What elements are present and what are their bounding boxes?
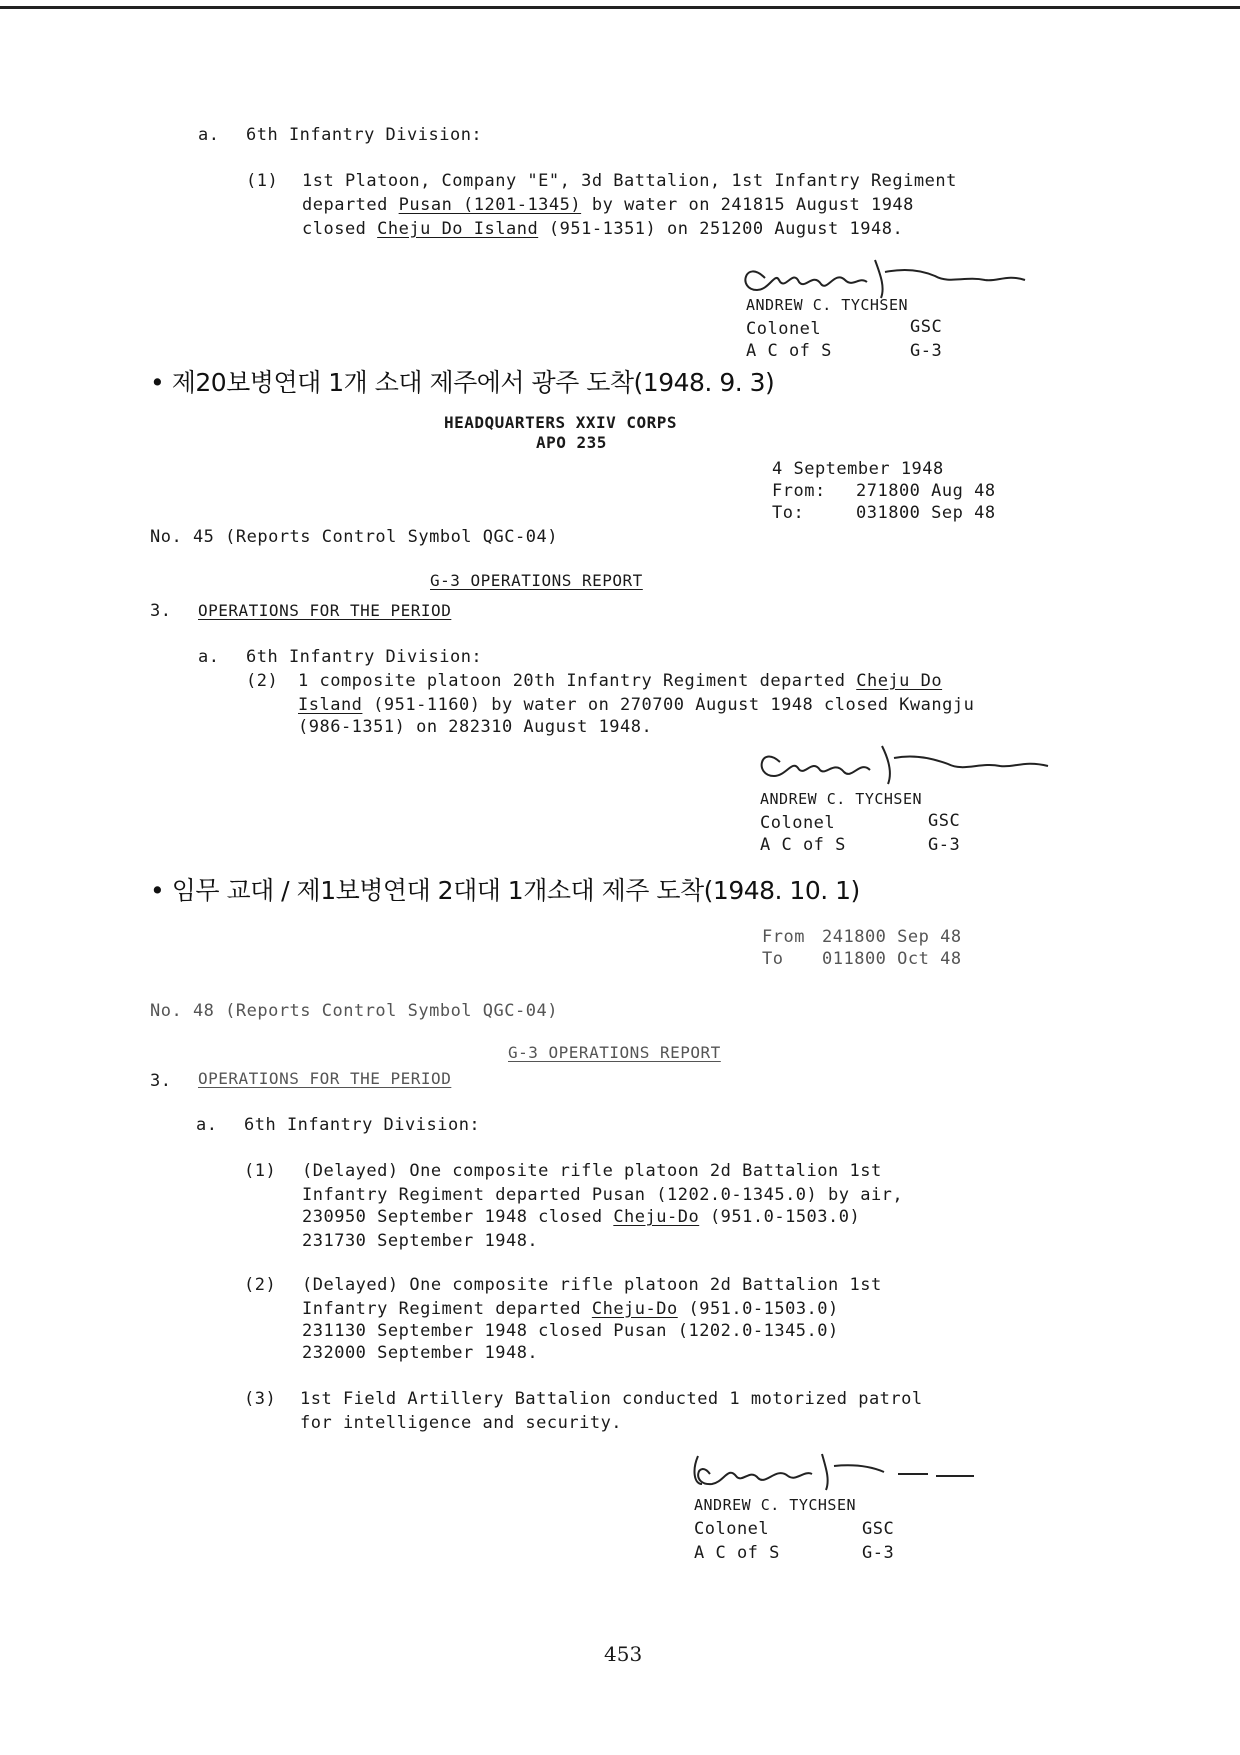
section1-item-number: (1) bbox=[246, 171, 279, 191]
section1-line3: closed Cheju Do Island (951-1351) on 251200 August 1948. bbox=[302, 219, 904, 239]
section1-a-label: a. bbox=[198, 125, 220, 145]
section2-report-title: G-3 OPERATIONS REPORT bbox=[430, 571, 643, 590]
section2-apo: APO 235 bbox=[536, 433, 607, 452]
section1-sig-name: ANDREW C. TYCHSEN bbox=[746, 296, 909, 314]
korean-heading-1: • 제20보병연대 1개 소대 제주에서 광주 도착(1948. 9. 3) bbox=[150, 368, 775, 397]
section3-item1-line1: (Delayed) One composite rifle platoon 2d Battalion 1st bbox=[302, 1161, 882, 1181]
section3-ops-label: OPERATIONS FOR THE PERIOD bbox=[198, 1069, 452, 1088]
page-number: 453 bbox=[604, 1642, 643, 1666]
section3-item2-line4: 232000 September 1948. bbox=[302, 1343, 539, 1363]
section3-sig-gsc: GSC bbox=[862, 1519, 895, 1539]
section2-sig-gsc: GSC bbox=[928, 811, 961, 831]
section3-division: 6th Infantry Division: bbox=[244, 1115, 481, 1135]
section3-item2-line2: Infantry Regiment departed Cheju-Do (951.0-1503.0) bbox=[302, 1299, 839, 1319]
section3-item2-line3: 231130 September 1948 closed Pusan (1202.0-1345.0) bbox=[302, 1321, 839, 1341]
section2-hq: HEADQUARTERS XXIV CORPS bbox=[444, 413, 678, 432]
section3-to-label: To bbox=[762, 949, 784, 969]
section1-sig-g3: G-3 bbox=[910, 341, 943, 361]
section3-a-label: a. bbox=[196, 1115, 218, 1135]
section3-from-value: 241800 Sep 48 bbox=[822, 927, 962, 947]
section2-ops-label: OPERATIONS FOR THE PERIOD bbox=[198, 601, 452, 620]
section3-report-title: G-3 OPERATIONS REPORT bbox=[508, 1043, 721, 1062]
section3-item1-line2: Infantry Regiment departed Pusan (1202.0-1345.0) by air, bbox=[302, 1185, 904, 1205]
signature-3 bbox=[684, 1444, 984, 1498]
section1-line1: 1st Platoon, Company "E", 3d Battalion, 1st Infantry Regiment bbox=[302, 171, 957, 191]
signature-2 bbox=[752, 738, 1052, 792]
section1-sig-title: A C of S bbox=[746, 341, 832, 361]
korean-heading-2: • 임무 교대 / 제1보병연대 2대대 1개소대 제주 도착(1948. 10. 1) bbox=[150, 876, 860, 905]
section3-item3-line2: for intelligence and security. bbox=[300, 1413, 623, 1433]
section1-line2: departed Pusan (1201-1345) by water on 241815 August 1948 bbox=[302, 195, 914, 215]
section3-item3-number: (3) bbox=[244, 1389, 277, 1409]
section2-division: 6th Infantry Division: bbox=[246, 647, 483, 667]
section1-sig-gsc: GSC bbox=[910, 317, 943, 337]
section3-from-label: From bbox=[762, 927, 805, 947]
section2-line2: Island (951-1160) by water on 270700 August 1948 closed Kwangju bbox=[298, 695, 975, 715]
section3-sig-rank: Colonel bbox=[694, 1519, 770, 1539]
top-border-line bbox=[0, 6, 1240, 9]
section2-report-number: No. 45 (Reports Control Symbol QGC-04) bbox=[150, 527, 558, 547]
section2-date: 4 September 1948 bbox=[772, 459, 944, 479]
section1-sig-rank: Colonel bbox=[746, 319, 822, 339]
section2-item-number: (2) bbox=[246, 671, 279, 691]
section2-a-label: a. bbox=[198, 647, 220, 667]
section3-item1-line4: 231730 September 1948. bbox=[302, 1231, 539, 1251]
section3-item3-line1: 1st Field Artillery Battalion conducted 1 motorized patrol bbox=[300, 1389, 923, 1409]
section3-item1-line3: 230950 September 1948 closed Cheju-Do (951.0-1503.0) bbox=[302, 1207, 861, 1227]
section2-to-label: To: bbox=[772, 503, 805, 523]
section2-line1: 1 composite platoon 20th Infantry Regiment departed Cheju Do bbox=[298, 671, 943, 691]
section2-from-value: 271800 Aug 48 bbox=[856, 481, 996, 501]
section3-ops-number: 3. bbox=[150, 1071, 172, 1091]
section1-division: 6th Infantry Division: bbox=[246, 125, 483, 145]
section3-report-number: No. 48 (Reports Control Symbol QGC-04) bbox=[150, 1001, 558, 1021]
section3-item2-line1: (Delayed) One composite rifle platoon 2d Battalion 1st bbox=[302, 1275, 882, 1295]
section3-to-value: 011800 Oct 48 bbox=[822, 949, 962, 969]
section3-sig-title: A C of S bbox=[694, 1543, 780, 1563]
section2-from-label: From: bbox=[772, 481, 826, 501]
section2-ops-number: 3. bbox=[150, 601, 172, 621]
section2-sig-g3: G-3 bbox=[928, 835, 961, 855]
section2-to-value: 031800 Sep 48 bbox=[856, 503, 996, 523]
section2-sig-name: ANDREW C. TYCHSEN bbox=[760, 790, 923, 808]
section3-item2-number: (2) bbox=[244, 1275, 277, 1295]
section2-line3: (986-1351) on 282310 August 1948. bbox=[298, 717, 653, 737]
section3-sig-g3: G-3 bbox=[862, 1543, 895, 1563]
section2-sig-title: A C of S bbox=[760, 835, 846, 855]
section2-sig-rank: Colonel bbox=[760, 813, 836, 833]
section3-sig-name: ANDREW C. TYCHSEN bbox=[694, 1496, 857, 1514]
section3-item1-number: (1) bbox=[244, 1161, 277, 1181]
